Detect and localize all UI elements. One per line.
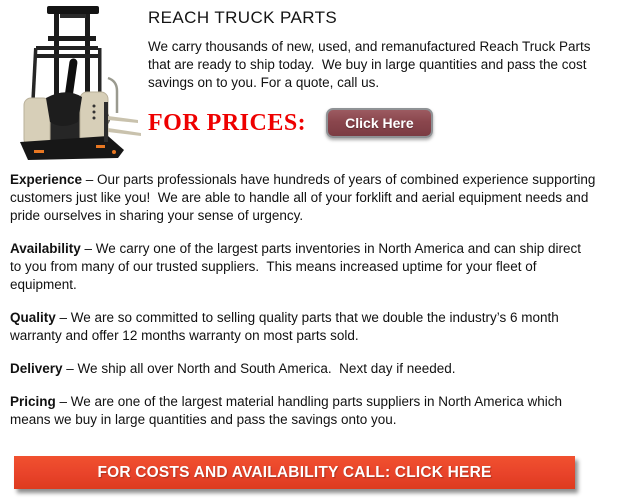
quality-label: Quality bbox=[10, 310, 56, 325]
feature-sections bbox=[10, 171, 600, 444]
pricing-label: Pricing bbox=[10, 394, 56, 409]
pricing-text: – We are one of the largest material handling parts suppliers in North America which means we buy in large quantities and pass the savings onto you. bbox=[10, 394, 566, 427]
availability-text: – We carry one of the largest parts inventories in North America and can ship direct to you from many of our trusted suppliers. This means increased uptime for your fleet of equipment. bbox=[10, 241, 585, 292]
prices-row bbox=[148, 108, 592, 138]
experience-text: – Our parts professionals have hundreds of years of combined experience supporting customers just like you! We are able to handle all of your forklift and aerial equipment needs and pride ourselves in sharing your sense of urgency. bbox=[10, 172, 600, 223]
pricing-paragraph bbox=[10, 393, 596, 429]
reach-truck-illustration bbox=[8, 2, 143, 164]
reach-truck-photo bbox=[8, 2, 143, 164]
experience-paragraph bbox=[10, 171, 600, 225]
intro-paragraph: We carry thousands of new, used, and remanufactured Reach Truck Parts that are ready to ship today. We buy in large quantities and pass the cost savings on to you. For a quote, call us. bbox=[148, 39, 595, 90]
quality-paragraph bbox=[10, 309, 596, 345]
header-column bbox=[148, 8, 595, 138]
experience-label: Experience bbox=[10, 172, 83, 187]
page-title: REACH TRUCK PARTS bbox=[148, 8, 338, 27]
delivery-paragraph bbox=[10, 360, 596, 378]
availability-label: Availability bbox=[10, 241, 81, 256]
delivery-label: Delivery bbox=[10, 361, 63, 376]
for-prices-label: FOR PRICES: bbox=[148, 109, 307, 136]
quality-text: – We are so committed to selling quality parts that we double the industry’s 6 month warranty and offer 12 months warranty on most parts sold. bbox=[10, 310, 563, 343]
click-here-button[interactable]: Click Here bbox=[326, 108, 432, 138]
bottom-cta-banner[interactable]: FOR COSTS AND AVAILABILITY CALL: CLICK HERE bbox=[14, 456, 575, 489]
delivery-text: – We ship all over North and South America. Next day if needed. bbox=[62, 361, 456, 376]
availability-paragraph bbox=[10, 240, 596, 294]
